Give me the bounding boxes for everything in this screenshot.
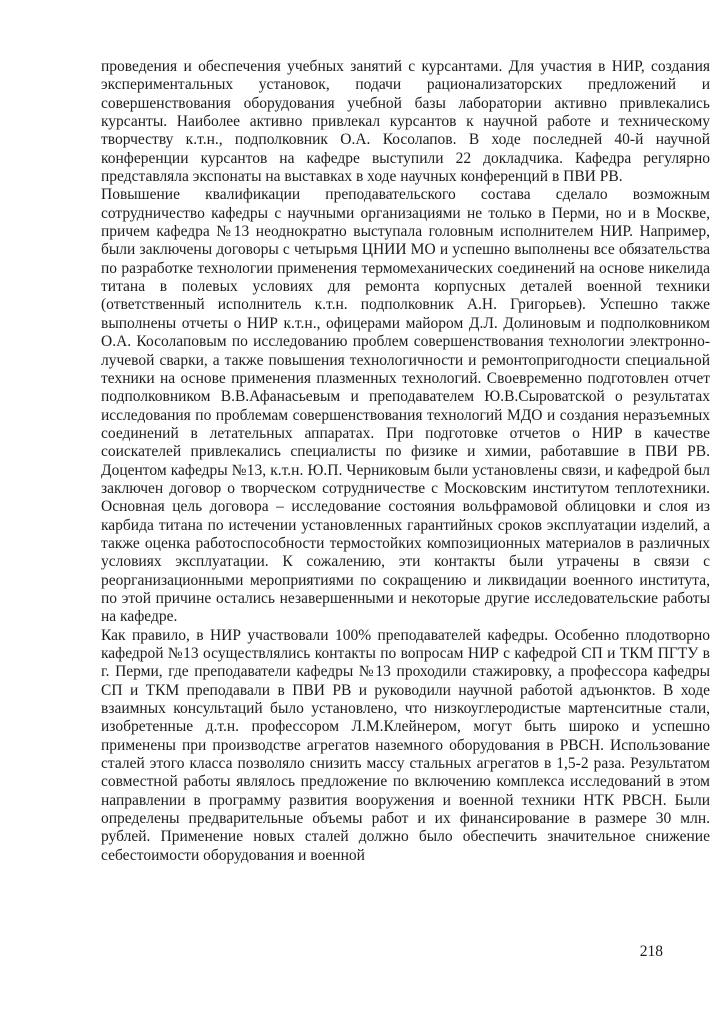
- text-block: [101, 58, 710, 865]
- body-paragraph: Как правило, в НИР участвовали 100% преподавателей кафедры. Особенно плодотворно кафедрой №13 осуществлялись контакты по вопросам НИР с кафедрой СП и ТКМ ПГТУ в г. Перми, где преподаватели кафедры №13 проходили стажировку, а профессора кафедры СП и ТКМ преподавали в ПВИ РВ и руководили научной работой адъюнктов. В ходе взаимных консультаций было установлено, что низкоуглеродистые мартенситные стали, изобретенные д.т.н. профессором Л.М.Клейнером, могут быть широко и успешно применены при производстве агрегатов наземного оборудования в РВСН. Использование сталей этого класса позволяло снизить массу стальных агрегатов в 1,5-2 раза. Результатом совместной работы являлось предложение по включению комплекса исследований в этом направлении в программу развития вооружения и военной техники НТК РВСН. Были определены предварительные объемы работ и их финансирование в размере 30 млн. рублей. Применение новых сталей должно было обеспечить значительное снижение себестоимости оборудования и военной: [101, 626, 710, 864]
- body-paragraph: Повышение квалификации преподавательского состава сделало возможным сотрудничество кафедры с научными организациями не только в Перми, но и в Москве, причем кафедра №13 неоднократно выступала головным исполнителем НИР. Например, были заключены договоры с четырьмя ЦНИИ МО и успешно выполнены все обязательства по разработке технологии применения термомеханических соединений на основе никелида титана в полевых условиях для ремонта корпусных деталей военной техники (ответственный исполнитель к.т.н. подполковник А.Н. Григорьев). Успешно также выполнены отчеты о НИР к.т.н., офицерами майором Д.Л. Долиновым и подполковником О.А. Косолаповым по исследованию проблем совершенствования технологии электронно-лучевой сварки, а также повышения технологичности и ремонтопригодности специальной техники на основе применения плазменных технологий. Своевременно подготовлен отчет подполковником В.В.Афанасьевым и преподавателем Ю.В.Сыроватской о результатах исследования по проблемам совершенствования технологий МДО и создания неразъемных соединений в летательных аппаратах. При подготовке отчетов о НИР в качестве соискателей привлекались специалисты по физике и химии, работавшие в ПВИ РВ. Доцентом кафедры №13, к.т.н. Ю.П. Черниковым были установлены связи, и кафедрой был заключен договор о творческом сотрудничестве с Московским институтом теплотехники. Основная цель договора – исследование состояния вольфрамовой облицовки и слоя из карбида титана по истечении установленных гарантийных сроков эксплуатации изделий, а также оценка работоспособности термостойких композиционных материалов в различных условиях эксплуатации. К сожалению, эти контакты были утрачены в связи с реорганизационными мероприятиями по сокращению и ликвидации военного института, по этой причине остались незавершенными и некоторые другие исследовательские работы на кафедре.: [101, 186, 710, 626]
- page-number: 218: [639, 943, 663, 960]
- body-paragraph: проведения и обеспечения учебных занятий с курсантами. Для участия в НИР, создания экспериментальных установок, подачи рационализаторских предложений и совершенствования оборудования учебной базы лаборатории активно привлекались курсанты. Наиболее активно привлекал курсантов к научной работе и техническому творчеству к.т.н., подполковник О.А. Косолапов. В ходе последней 40-й научной конференции курсантов на кафедре выступили 22 докладчика. Кафедра регулярно представляла экспонаты на выставках в ходе научных конференций в ПВИ РВ.: [101, 58, 710, 186]
